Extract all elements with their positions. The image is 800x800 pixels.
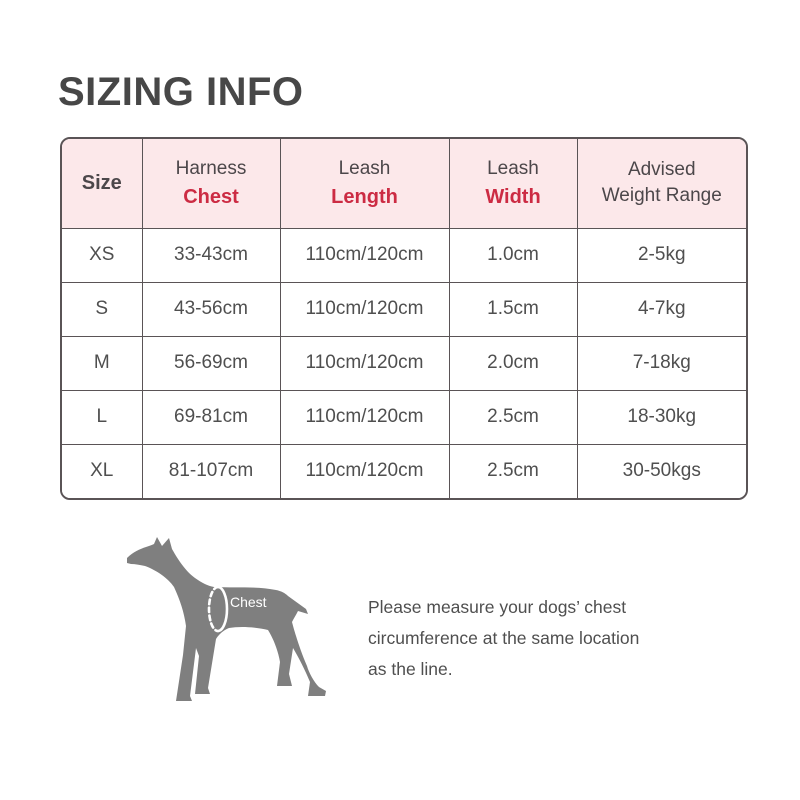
header-weight-range-label: Weight Range: [601, 185, 722, 207]
cell-weight: 30-50kgs: [577, 444, 746, 498]
cell-leash-length: 110cm/120cm: [280, 336, 449, 390]
cell-leash-length: 110cm/120cm: [280, 444, 449, 498]
cell-size: S: [62, 282, 142, 336]
cell-chest: 81-107cm: [142, 444, 280, 498]
header-cell-leash-length: [280, 139, 449, 228]
cell-chest: 69-81cm: [142, 390, 280, 444]
sizing-table: [60, 137, 748, 500]
header-cell-size: [62, 139, 142, 228]
cell-weight: 4-7kg: [577, 282, 746, 336]
header-harness-label: Harness: [175, 158, 247, 180]
header-chest-label: Chest: [183, 186, 239, 209]
cell-leash-width: 1.0cm: [449, 228, 577, 282]
cell-leash-width: 2.5cm: [449, 444, 577, 498]
cell-leash-width: 1.5cm: [449, 282, 577, 336]
cell-leash-length: 110cm/120cm: [280, 228, 449, 282]
measurement-note: [368, 592, 639, 685]
table-row: [62, 390, 746, 444]
cell-leash-length: 110cm/120cm: [280, 390, 449, 444]
table-header-row: [62, 139, 746, 228]
table-row: [62, 228, 746, 282]
cell-chest: 33-43cm: [142, 228, 280, 282]
header-leash2-label: Leash: [487, 158, 539, 180]
table-row: [62, 444, 746, 498]
page-title: SIZING INFO: [58, 70, 304, 114]
cell-size: L: [62, 390, 142, 444]
cell-leash-width: 2.5cm: [449, 390, 577, 444]
header-cell-advised-weight: [577, 139, 746, 228]
cell-chest: 43-56cm: [142, 282, 280, 336]
header-width-label: Width: [485, 186, 541, 209]
table-row: [62, 336, 746, 390]
table-row: [62, 282, 746, 336]
chest-diagram-label: Chest: [230, 594, 267, 610]
header-leash1-label: Leash: [338, 158, 391, 180]
cell-weight: 18-30kg: [577, 390, 746, 444]
header-advised-label: Advised: [627, 159, 696, 181]
note-line-1: Please measure your dogs’ chest: [368, 597, 627, 617]
cell-size: XS: [62, 228, 142, 282]
cell-weight: 2-5kg: [577, 228, 746, 282]
dog-measurement-diagram: [100, 530, 360, 720]
header-cell-harness-chest: [142, 139, 280, 228]
header-length-label: Length: [331, 186, 398, 209]
note-line-2: circumference at the same location: [368, 628, 640, 648]
header-size-label: Size: [81, 171, 122, 194]
cell-size: M: [62, 336, 142, 390]
cell-leash-length: 110cm/120cm: [280, 282, 449, 336]
header-cell-leash-width: [449, 139, 577, 228]
note-line-3: as the line.: [368, 659, 453, 679]
cell-weight: 7-18kg: [577, 336, 746, 390]
cell-size: XL: [62, 444, 142, 498]
cell-leash-width: 2.0cm: [449, 336, 577, 390]
cell-chest: 56-69cm: [142, 336, 280, 390]
